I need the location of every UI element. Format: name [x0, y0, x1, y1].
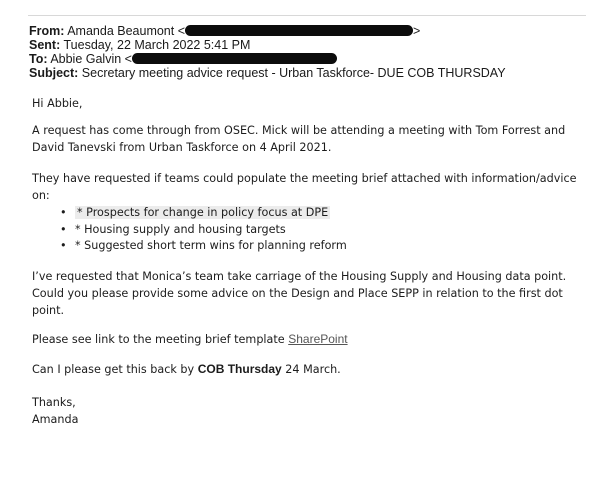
- list-item: [60, 205, 347, 222]
- paragraph-line: Could you please provide some advice on the Design and Place SEPP in relation to the first dot: [32, 287, 563, 300]
- request-suffix: 24 March.: [281, 363, 341, 376]
- subject-value: Secretary meeting advice request - Urban Taskforce- DUE COB THURSDAY: [81, 66, 506, 80]
- list-item-text: * Suggested short term wins for planning reform: [75, 239, 347, 252]
- list-item-text: * Prospects for change in policy focus at DPE: [77, 206, 329, 219]
- list-item-text: * Housing supply and housing targets: [75, 222, 286, 236]
- paragraph-line: A request has come through from OSEC. Mick will be attending a meeting with Tom Forrest and: [32, 124, 566, 137]
- signature: Amanda: [32, 413, 79, 426]
- to-line: [29, 52, 337, 66]
- list-item: [60, 238, 347, 255]
- sent-label: Sent:: [29, 38, 61, 52]
- sharepoint-link[interactable]: SharePoint: [288, 332, 348, 346]
- paragraph-line: I’ve requested that Monica’s team take carriage of the Housing Supply and Housing data point.: [32, 270, 567, 283]
- subject-label: Subject:: [29, 66, 79, 80]
- subject-line: [29, 66, 506, 80]
- bullet-icon: •: [60, 239, 67, 252]
- paragraph-line: point.: [32, 304, 65, 317]
- header-rule: [28, 15, 586, 16]
- from-name: Amanda Beaumont <: [67, 24, 186, 38]
- from-label: From:: [29, 24, 65, 38]
- paragraph-deadline: [32, 361, 341, 378]
- paragraph-line: They have requested if teams could populate the meeting brief attached with information/advice: [32, 172, 577, 185]
- paragraph-link: [32, 331, 348, 348]
- to-name: Abbie Galvin <: [50, 52, 132, 66]
- greeting: Hi Abbie,: [32, 97, 83, 110]
- from-close: >: [413, 24, 421, 38]
- deadline-bold: COB Thursday: [197, 362, 282, 376]
- paragraph-monica: [32, 268, 566, 319]
- sent-line: [29, 38, 250, 52]
- redacted-email: [132, 53, 337, 64]
- sent-value: Tuesday, 22 March 2022 5:41 PM: [63, 38, 251, 52]
- redacted-email: [185, 25, 413, 36]
- signoff: Thanks,: [32, 396, 76, 409]
- paragraph-teams: [32, 170, 576, 204]
- list-item: [60, 222, 347, 239]
- from-line: [29, 24, 420, 38]
- bullet-icon: •: [60, 222, 67, 236]
- paragraph-line: David Tanevski from Urban Taskforce on 4 April 2021.: [32, 141, 332, 154]
- to-label: To:: [29, 52, 48, 66]
- paragraph-request: [32, 122, 565, 156]
- request-prefix: Can I please get this back by: [32, 363, 198, 376]
- link-prefix: Please see link to the meeting brief template: [32, 333, 289, 346]
- signoff-block: [32, 394, 78, 428]
- bullet-icon: •: [60, 206, 67, 219]
- bullet-list: [60, 205, 347, 255]
- paragraph-line: on:: [32, 189, 50, 202]
